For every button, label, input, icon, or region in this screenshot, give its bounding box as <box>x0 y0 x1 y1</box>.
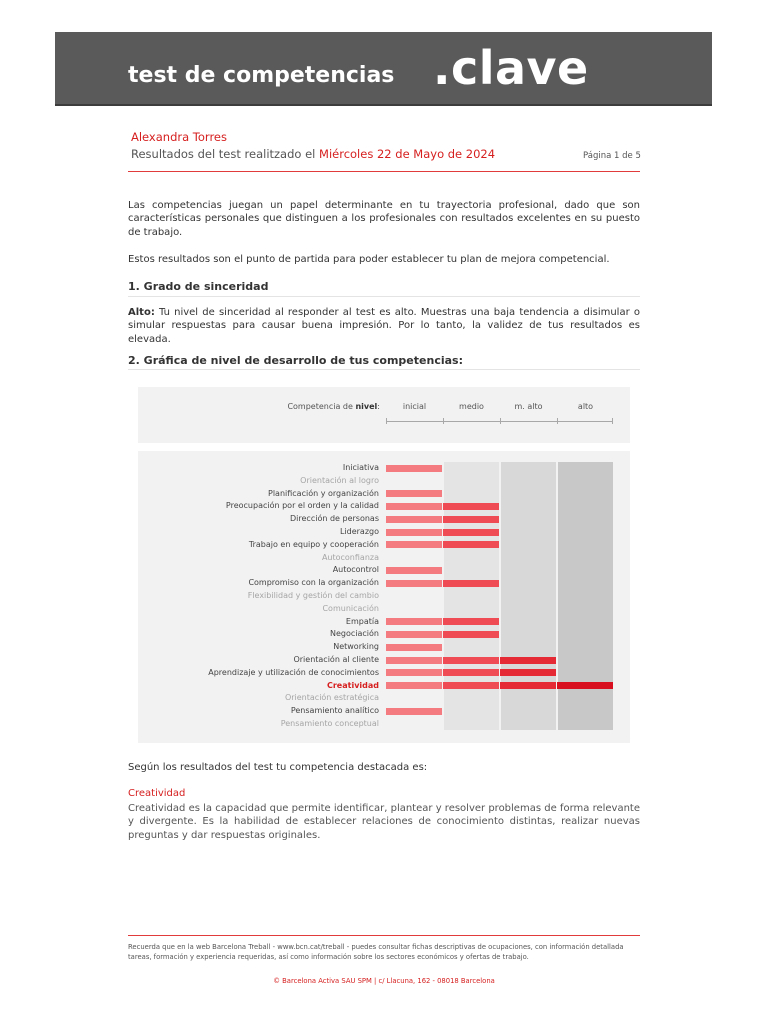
section-divider <box>128 296 640 297</box>
competency-label: Pensamiento analítico <box>290 706 379 716</box>
section-sinceridad-heading: 1. Grado de sinceridad <box>128 280 269 293</box>
footer-divider <box>128 935 640 936</box>
competency-bar-segment <box>386 708 442 715</box>
competency-label: Aprendizaje y utilización de conocimientos <box>208 667 379 677</box>
competency-bar-segment <box>386 644 442 651</box>
section-divider <box>128 369 640 370</box>
competency-bar-segment <box>386 669 442 676</box>
level-column-2 <box>501 462 556 730</box>
level-column-3 <box>558 462 613 730</box>
competency-label: Comunicación <box>322 603 379 613</box>
competency-label: Dirección de personas <box>290 514 379 524</box>
competency-bar-segment <box>443 657 499 664</box>
competency-bar-segment <box>386 465 442 472</box>
level-label: inicial <box>402 402 427 411</box>
chart-header-label: Competencia de nivel: <box>287 402 380 411</box>
scale-tick <box>386 418 387 424</box>
competency-bar-segment <box>443 541 499 548</box>
standout-intro: Según los resultados del test tu competencia destacada es: <box>128 762 428 773</box>
sinceridad-level: Alto: <box>128 307 155 318</box>
scale-tick <box>557 418 558 424</box>
results-prefix: Resultados del test realitzado el <box>131 147 316 161</box>
scale-tick <box>500 418 501 424</box>
competency-bar-segment <box>443 618 499 625</box>
competency-bar-segment <box>386 682 442 689</box>
competency-bar-segment <box>443 682 499 689</box>
footer-copyright: © Barcelona Activa SAU SPM | c/ Llacuna, 162 - 08018 Barcelona <box>273 977 495 985</box>
competency-bar-segment <box>557 682 613 689</box>
competency-bar-segment <box>386 567 442 574</box>
competency-bar-segment <box>386 657 442 664</box>
competency-label: Empatía <box>345 616 379 626</box>
level-label: medio <box>459 402 484 411</box>
page-number: Página 1 de 5 <box>583 151 641 161</box>
level-label: alto <box>577 402 594 411</box>
competency-label: Preocupación por el orden y la calidad <box>225 501 379 511</box>
competency-label: Flexibilidad y gestión del cambio <box>247 591 379 600</box>
competency-bar-segment <box>500 669 556 676</box>
competency-label: Autoconfianza <box>321 552 379 562</box>
competency-bar-segment <box>386 503 442 510</box>
competency-bar-segment <box>386 580 442 587</box>
section-grafica-heading: 2. Gráfica de nivel de desarrollo de tus competencias: <box>128 354 463 367</box>
competency-label: Compromiso con la organización <box>248 578 379 588</box>
scale-tick <box>612 418 613 424</box>
intro-paragraph-2: Estos resultados son el punto de partida para poder establecer tu plan de mejora competencial. <box>128 254 610 265</box>
competency-label: Orientación al logro <box>300 475 379 485</box>
header-title: test de competencias <box>128 63 395 88</box>
competency-label: Pensamiento conceptual <box>280 719 379 728</box>
competency-bar-segment <box>500 657 556 664</box>
competency-bar-segment <box>500 682 556 689</box>
competency-label: Orientación estratégica <box>284 693 379 703</box>
competency-bar-segment <box>443 631 499 638</box>
scale-tick <box>443 418 444 424</box>
competency-bar-segment <box>386 516 442 523</box>
competency-bar-segment <box>443 503 499 510</box>
competency-label: Autocontrol <box>332 565 379 575</box>
chart-scale-line <box>386 421 612 422</box>
competency-label: Networking <box>333 642 379 652</box>
competency-bar-segment <box>386 631 442 638</box>
sinceridad-paragraph <box>128 306 640 346</box>
intro-paragraph-1: Las competencias juegan un papel determinante en tu trayectoria profesional, dado que son características personales que distinguen a los profesionales con resultados excelentes en su puesto de trabajo. <box>128 200 640 238</box>
competency-bar-segment <box>443 669 499 676</box>
header-brand-logo: .clave <box>433 41 589 95</box>
competency-label: Planificación y organización <box>268 488 379 498</box>
competency-bar-segment <box>386 490 442 497</box>
competency-label: Negociación <box>330 629 379 639</box>
competency-bar-segment <box>443 516 499 523</box>
standout-description: Creatividad es la capacidad que permite identificar, plantear y resolver problemas de forma relevante y divergente. Es la habilidad de establecer relaciones de conocimiento distintas, realizar nuevas preguntas y dar respuestas originales. <box>128 803 640 841</box>
competency-label: Orientación al cliente <box>293 655 379 664</box>
competency-label: Iniciativa <box>342 463 379 472</box>
user-name: Alexandra Torres <box>131 130 227 144</box>
competency-bar-segment <box>443 529 499 536</box>
chart-header-panel <box>138 387 630 443</box>
competency-label: Trabajo en equipo y cooperación <box>248 539 379 549</box>
results-line <box>131 147 495 161</box>
competency-bar-segment <box>386 618 442 625</box>
competency-bar-segment <box>386 541 442 548</box>
competency-bar-segment <box>443 580 499 587</box>
standout-name: Creatividad <box>128 788 186 799</box>
header-divider <box>128 171 640 172</box>
competency-label: Liderazgo <box>339 527 379 536</box>
header-banner <box>55 32 712 106</box>
competency-bar-segment <box>386 529 442 536</box>
results-date: Miércoles 22 de Mayo de 2024 <box>319 147 496 161</box>
sinceridad-text: Tu nivel de sinceridad al responder al test es alto. Muestras una baja tendencia a disimular o simular respuestas para causar buena impresión. Por lo tanto, la validez de tus resultados es elevada. <box>128 307 640 345</box>
level-label: m. alto <box>514 402 543 411</box>
competency-label: Creatividad <box>326 680 379 690</box>
footer-text: Recuerda que en la web Barcelona Treball - www.bcn.cat/treball - puedes consultar fichas descriptivas de ocupaciones, con información detallada tareas, formación y experiencia requeridas, así como información sobre los sectores económicos y ofertas de trabajo. <box>128 943 624 962</box>
